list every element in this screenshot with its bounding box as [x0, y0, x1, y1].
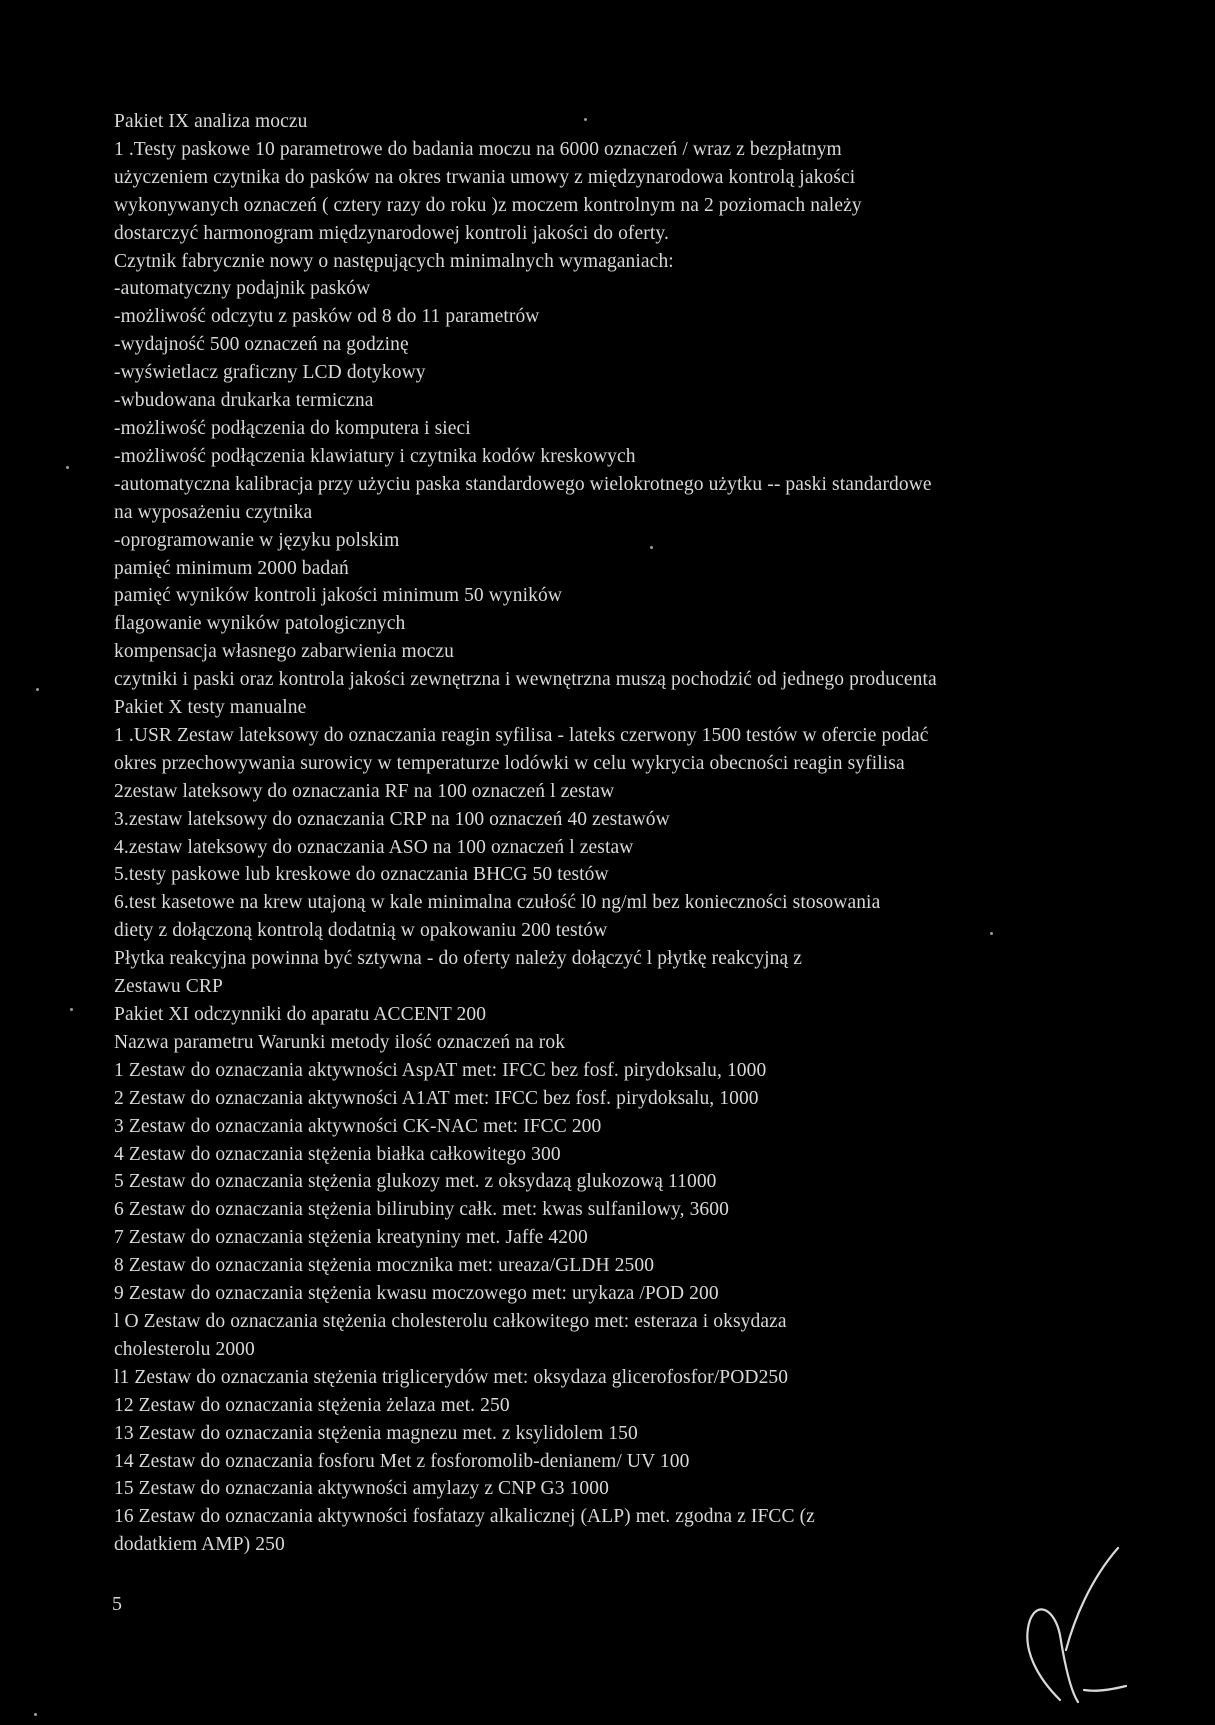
- text-line: pamięć minimum 2000 badań: [114, 557, 349, 579]
- text-line: l O Zestaw do oznaczania stężenia cholesterolu całkowitego met: esteraza i oksydaza: [114, 1310, 787, 1332]
- scan-speck: [990, 932, 993, 935]
- document-text: [114, 108, 1114, 1559]
- text-line: 1 .Testy paskowe 10 parametrowe do badania moczu na 6000 oznaczeń / wraz z bezpłatnym: [114, 138, 842, 160]
- text-line: Nazwa parametru Warunki metody ilość oznaczeń na rok: [114, 1031, 566, 1053]
- text-line: 3 Zestaw do oznaczania aktywności CK-NAC met: IFCC 200: [114, 1115, 602, 1137]
- text-line: 6.test kasetowe na krew utajoną w kale minimalna czułość l0 ng/ml bez konieczności stosowania: [114, 892, 881, 914]
- text-line: 3.zestaw lateksowy do oznaczania CRP na 100 oznaczeń 40 zestawów: [114, 808, 670, 830]
- text-line: 4.zestaw lateksowy do oznaczania ASO na 100 oznaczeń l zestaw: [114, 836, 634, 858]
- text-line: czytniki i paski oraz kontrola jakości zewnętrzna i wewnętrzna muszą pochodzić od jednego producenta: [114, 669, 937, 691]
- signature-icon: [1000, 1540, 1130, 1710]
- scan-speck: [584, 118, 587, 121]
- text-line: -możliwość odczytu z pasków od 8 do 11 parametrów: [114, 306, 540, 328]
- text-line: kompensacja własnego zabarwienia moczu: [114, 641, 455, 663]
- text-line: 4 Zestaw do oznaczania stężenia białka całkowitego 300: [114, 1143, 561, 1165]
- text-line: 1 .USR Zestaw lateksowy do oznaczania reagin syfilisa - lateks czerwony 1500 testów w ofercie podać: [114, 724, 929, 746]
- text-line: Czytnik fabrycznie nowy o następujących minimalnych wymaganiach:: [114, 250, 674, 272]
- text-line: -wyświetlacz graficzny LCD dotykowy: [114, 362, 426, 384]
- text-line: 13 Zestaw do oznaczania stężenia magnezu met. z ksylidolem 150: [114, 1422, 638, 1444]
- text-line: 2zestaw lateksowy do oznaczania RF na 100 oznaczeń l zestaw: [114, 780, 615, 802]
- page-number: 5: [112, 1593, 122, 1615]
- text-line: 1 Zestaw do oznaczania aktywności AspAT met: IFCC bez fosf. pirydoksalu, 1000: [114, 1059, 767, 1081]
- text-line: Zestawu CRP: [114, 976, 223, 998]
- text-line: dodatkiem AMP) 250: [114, 1534, 285, 1556]
- text-line: 15 Zestaw do oznaczania aktywności amylazy z CNP G3 1000: [114, 1478, 609, 1500]
- text-line: na wyposażeniu czytnika: [114, 501, 313, 523]
- text-line: okres przechowywania surowicy w temperaturze lodówki w celu wykrycia obecności reagin syfilisa: [114, 752, 905, 774]
- text-line: 5.testy paskowe lub kreskowe do oznaczania BHCG 50 testów: [114, 864, 609, 886]
- text-line: flagowanie wyników patologicznych: [114, 613, 406, 635]
- scan-speck: [34, 1713, 37, 1716]
- text-line: -oprogramowanie w języku polskim: [114, 529, 400, 551]
- text-line: Pakiet IX analiza moczu: [114, 111, 308, 132]
- text-line: użyczeniem czytnika do pasków na okres trwania umowy z międzynarodowa kontrolą jakości: [114, 166, 856, 188]
- text-line: -automatyczna kalibracja przy użyciu paska standardowego wielokrotnego użytku -- paski standardowe: [114, 473, 932, 495]
- text-line: 14 Zestaw do oznaczania fosforu Met z fosforomolib-denianem/ UV 100: [114, 1450, 690, 1472]
- text-line: -możliwość podłączenia klawiatury i czytnika kodów kreskowych: [114, 445, 636, 467]
- text-line: wykonywanych oznaczeń ( cztery razy do roku )z moczem kontrolnym na 2 poziomach należy: [114, 194, 862, 216]
- text-line: l1 Zestaw do oznaczania stężenia triglicerydów met: oksydaza glicerofosfor/POD250: [114, 1366, 789, 1388]
- text-line: -automatyczny podajnik pasków: [114, 278, 371, 300]
- text-line: -wbudowana drukarka termiczna: [114, 390, 374, 412]
- text-line: 2 Zestaw do oznaczania aktywności A1AT met: IFCC bez fosf. pirydoksalu, 1000: [114, 1087, 759, 1109]
- scan-speck: [70, 1008, 73, 1011]
- text-line: 8 Zestaw do oznaczania stężenia mocznika met: ureaza/GLDH 2500: [114, 1255, 655, 1277]
- text-line: 7 Zestaw do oznaczania stężenia kreatyniny met. Jaffe 4200: [114, 1227, 588, 1249]
- scan-speck: [650, 546, 653, 549]
- text-line: Pakiet X testy manualne: [114, 697, 307, 719]
- text-line: 6 Zestaw do oznaczania stężenia bilirubiny całk. met: kwas sulfanilowy, 3600: [114, 1199, 729, 1221]
- text-line: 5 Zestaw do oznaczania stężenia glukozy met. z oksydazą glukozową 11000: [114, 1171, 717, 1193]
- text-line: -wydajność 500 oznaczeń na godzinę: [114, 334, 409, 356]
- text-line: Płytka reakcyjna powinna być sztywna - do oferty należy dołączyć l płytkę reakcyjną z: [114, 948, 803, 970]
- text-line: diety z dołączoną kontrolą dodatnią w opakowaniu 200 testów: [114, 920, 608, 942]
- text-line: pamięć wyników kontroli jakości minimum 50 wyników: [114, 585, 563, 607]
- text-line: 12 Zestaw do oznaczania stężenia żelaza met. 250: [114, 1394, 510, 1416]
- scan-speck: [36, 688, 39, 691]
- text-line: 16 Zestaw do oznaczania aktywności fosfatazy alkalicznej (ALP) met. zgodna z IFCC (z: [114, 1506, 815, 1528]
- text-line: -możliwość podłączenia do komputera i sieci: [114, 417, 471, 439]
- scan-speck: [66, 466, 69, 469]
- text-line: Pakiet XI odczynniki do aparatu ACCENT 200: [114, 1004, 487, 1025]
- text-line: 9 Zestaw do oznaczania stężenia kwasu moczowego met: urykaza /POD 200: [114, 1283, 719, 1305]
- text-line: cholesterolu 2000: [114, 1338, 255, 1360]
- text-line: dostarczyć harmonogram międzynarodowej kontroli jakości do oferty.: [114, 222, 669, 244]
